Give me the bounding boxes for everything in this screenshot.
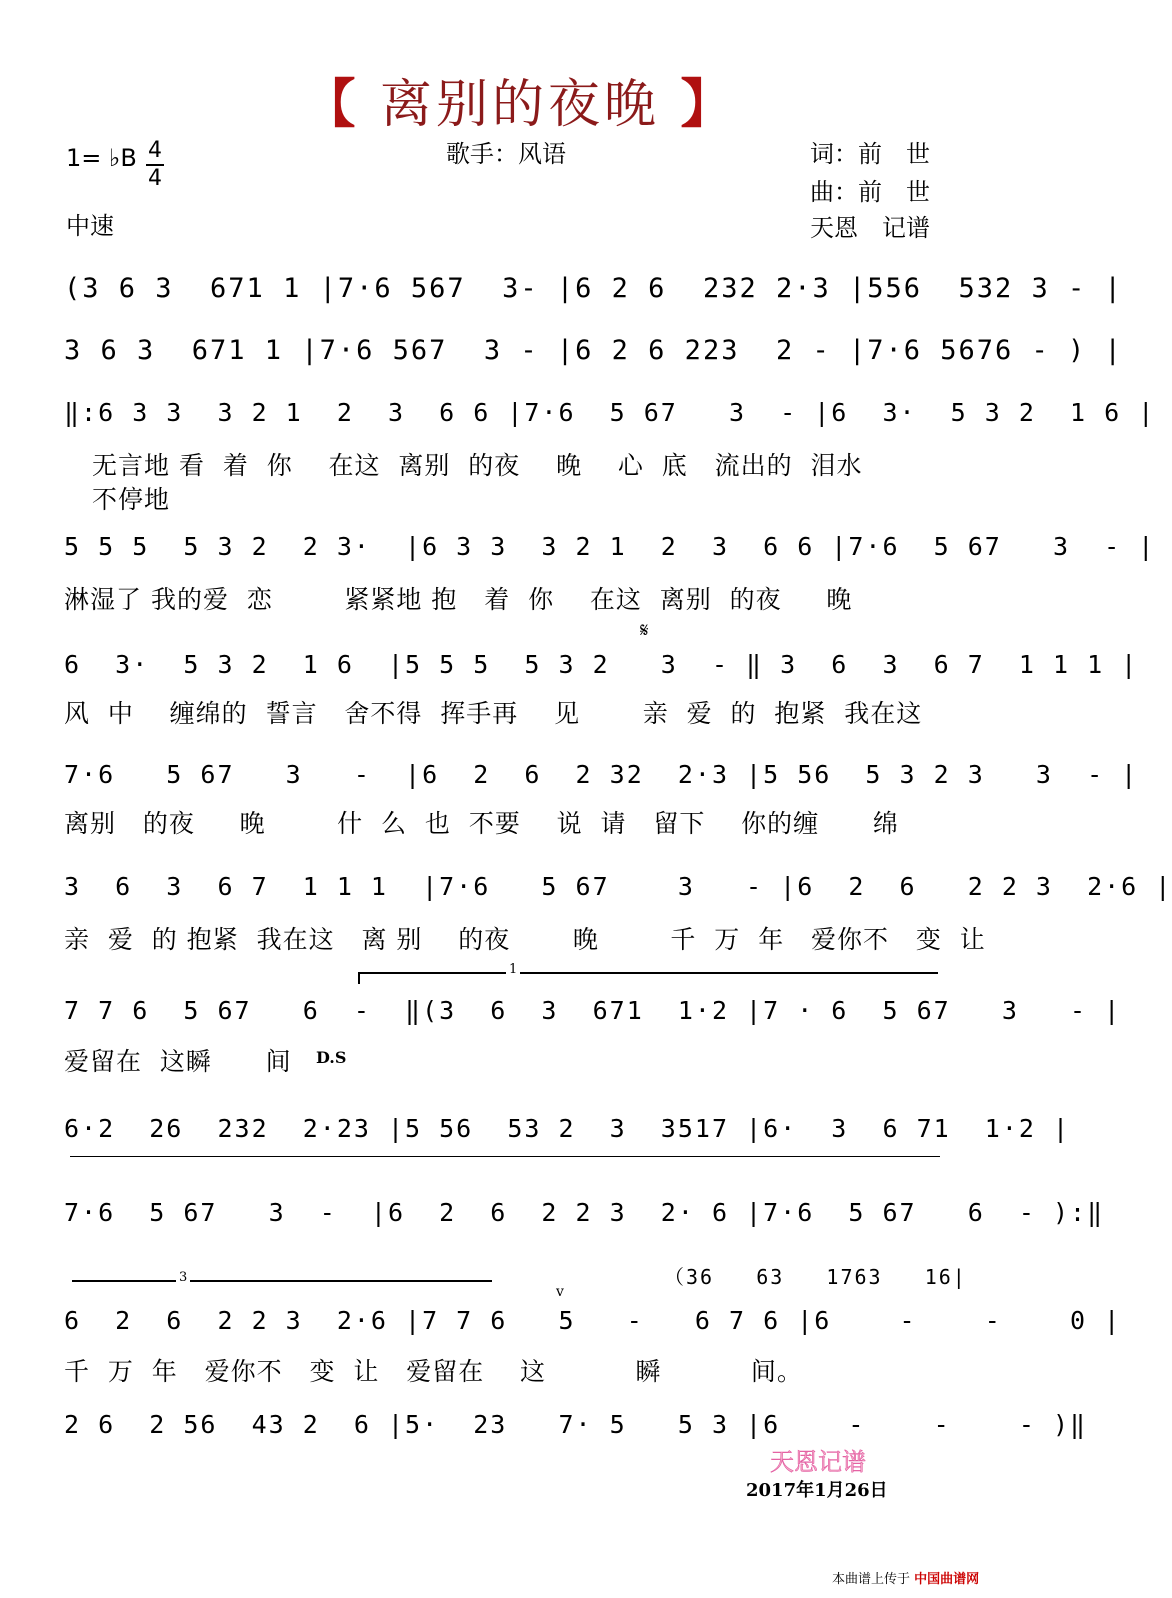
lyric-line-5: 亲 爱 的 抱紧 我在这 离 别 的夜 晚 千 万 年 爱你不 变 让 [64,925,986,954]
notation-row-1: (3 6 3 671 1 |7·6 567 3- |6 2 6 232 2·3 |556 532 3 - | [64,273,1123,304]
watermark-text: 天恩记谱 [770,1448,866,1476]
notation-row-8: 7 7 6 5 67 6 - ‖(3 6 3 671 1·2 |7 · 6 5 67 3 - | [64,996,1122,1025]
breath-mark: v [556,1284,564,1300]
lyric-line-6: 爱留在 这瞬 间 [64,1047,292,1076]
volta-1-hook [358,972,360,984]
notation-row-5: 6 3· 5 3 2 1 6 |5 5 5 5 3 2 3 - ‖ 3 6 3 6 7 1 1 1 | [64,650,1139,679]
singer-credit: 歌手：风语 [446,140,566,168]
lyric-line-1: 无言地 看 着 你 在这 离别 的夜 晚 心 底 流出的 泪水 [92,451,863,480]
transcriber-credit: 天恩 记谱 [810,214,930,242]
composer-credit: 曲：前 世 [810,178,930,206]
notation-row-12: 2 6 2 56 43 2 6 |5· 23 7· 5 5 3 |6 - - - )‖ [64,1410,1088,1439]
notation-row-7: 3 6 3 6 7 1 1 1 |7·6 5 67 3 - |6 2 6 2 2 3 2·6 | [64,872,1172,901]
notation-row-10: 7·6 5 67 3 - |6 2 6 2 2 3 2· 6 |7·6 5 67 6 - ):‖ [64,1198,1105,1227]
tempo-marking: 中速 [66,212,114,240]
lyric-line-7: 千 万 年 爱你不 变 让 爱留在 这 瞬 间。 [64,1357,803,1386]
intro-small-row: （36 63 1763 16| [664,1265,967,1289]
lyric-line-1b: 不停地 [92,485,171,514]
volta-bracket-1 [358,972,938,974]
key-signature: 1= ♭B [66,144,137,172]
volta-line [70,1156,940,1157]
volta-3-label: 3 [176,1270,190,1285]
segno-sign: 𝄋 [640,618,649,642]
notation-row-2: 3 6 3 671 1 |7·6 567 3 - |6 2 6 223 2 - |7·6 5676 - ) | [64,335,1123,366]
song-title: 【 离别的夜晚 】 [303,75,737,135]
notation-row-6: 7·6 5 67 3 - |6 2 6 2 32 2·3 |5 56 5 3 2 3 3 - | [64,760,1139,789]
transcription-date: 2017年1月26日 [746,1480,888,1501]
ds-marking: D.S [316,1048,347,1067]
lyric-line-3: 风 中 缠绵的 誓言 舍不得 挥手再 见 亲 爱 的 抱紧 我在这 [64,699,923,728]
time-signature: 4 4 [148,138,162,191]
site-brand-link[interactable]: 中国曲谱网 [914,1572,980,1587]
footer-note: 本曲谱上传于 中国曲谱网 [832,1572,980,1587]
volta-bracket-3 [72,1280,492,1282]
notation-row-9: 6·2 26 232 2·23 |5 56 53 2 3 3517 |6· 3 6 71 1·2 | [64,1114,1071,1143]
notation-row-4: 5 5 5 5 3 2 2 3· |6 3 3 3 2 1 2 3 6 6 |7·6 5 67 3 - | [64,532,1156,561]
notation-row-3: ‖:6 3 3 3 2 1 2 3 6 6 |7·6 5 67 3 - |6 3· 5 3 2 1 6 | [64,398,1156,427]
notation-row-11: 6 2 6 2 2 3 2·6 |7 7 6 5 - 6 7 6 |6 - - 0 | [64,1306,1122,1335]
watermark-stamp [740,1446,900,1478]
lyric-line-2: 淋湿了 我的爱 恋 紧紧地 抱 着 你 在这 离别 的夜 晚 [64,585,853,614]
lyricist-credit: 词：前 世 [810,140,930,168]
volta-1-label: 1 [506,962,520,977]
lyric-line-4: 离别 的夜 晚 什 么 也 不要 说 请 留下 你的缠 绵 [64,809,899,838]
